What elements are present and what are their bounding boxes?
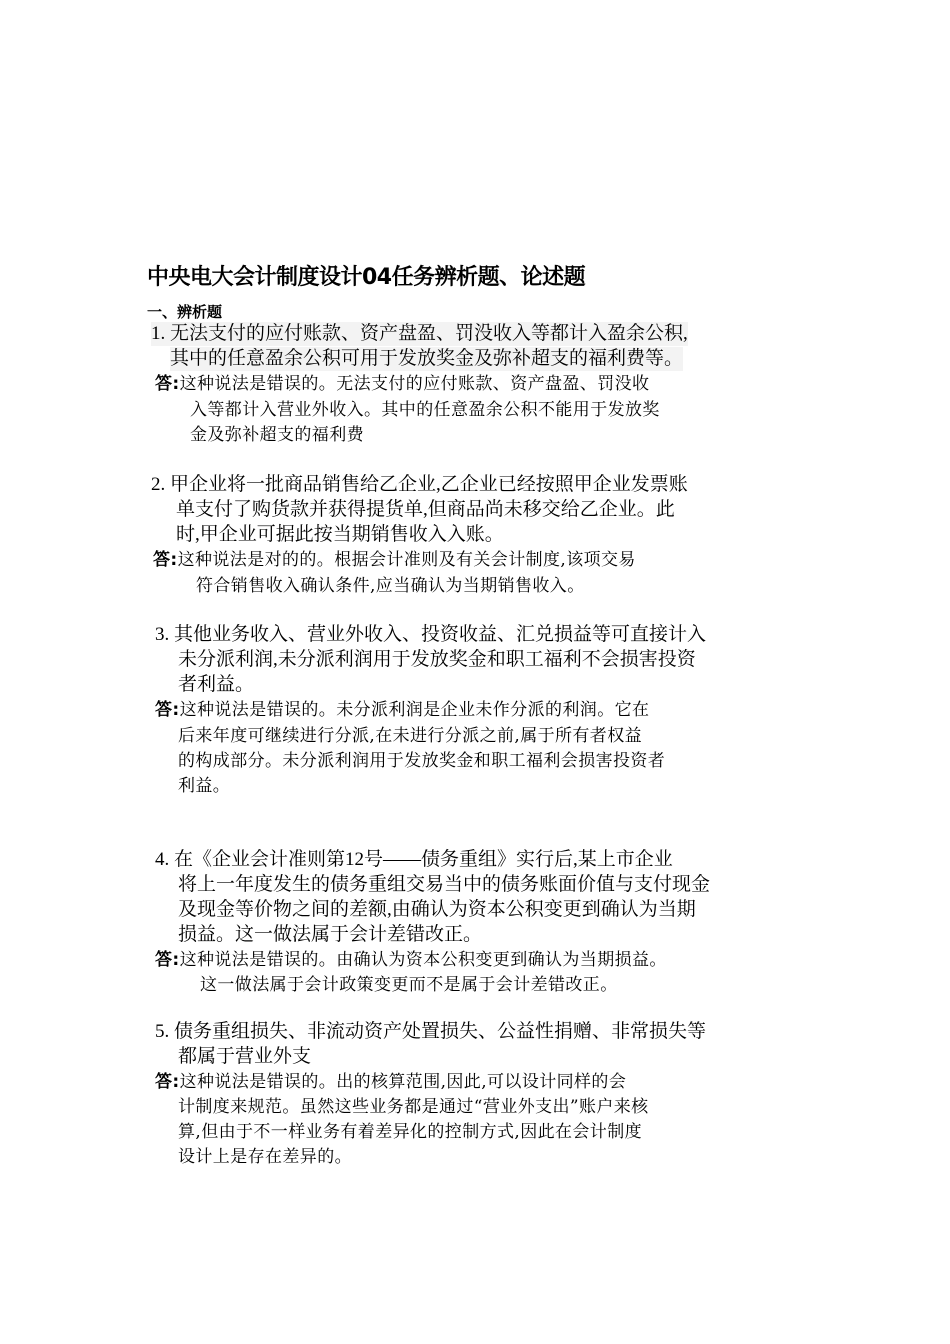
answer-line: 设计上是存在差异的。 (178, 1147, 352, 1167)
question-line: 将上一年度发生的债务重组交易当中的债务账面价值与支付现金 (178, 874, 711, 895)
answer-line (155, 698, 649, 722)
question-line: 4. 在《企业会计准则第12号——债务重组》实行后,某上市企业 (155, 849, 673, 870)
document-title: 中央电大会计制度设计04任务辨析题、论述题 (147, 265, 586, 290)
question-line: 2. 甲企业将一批商品销售给乙企业,乙企业已经按照甲企业发票账 (151, 474, 688, 495)
answer-line: 这一做法属于会计政策变更而不是属于会计差错改正。 (200, 975, 618, 995)
answer-label: 答: (155, 700, 180, 720)
answer-line: 符合销售收入确认条件,应当确认为当期销售收入。 (196, 576, 585, 596)
answer-line: 后来年度可继续进行分派,在未进行分派之前,属于所有者权益 (178, 726, 643, 746)
answer-text: 这种说法是错误的。无法支付的应付账款、资产盘盈、罚没收 (179, 374, 650, 394)
question-line: 其中的任意盈余公积可用于发放奖金及弥补超支的福利费等。 (170, 348, 684, 369)
answer-line: 的构成部分。未分派利润用于发放奖金和职工福利会损害投资者 (178, 751, 666, 771)
answer-line (155, 1070, 626, 1094)
question-line: 时,甲企业可据此按当期销售收入入账。 (176, 524, 504, 545)
question-line: 单支付了购货款并获得提货单,但商品尚未移交给乙企业。此 (176, 499, 675, 520)
answer-text: 这种说法是错误的。出的核算范围,因此,可以设计同样的会 (179, 1072, 627, 1092)
question-line: 者利益。 (178, 674, 255, 695)
section-heading: 一、辨析题 (147, 303, 223, 321)
question-line: 未分派利润,未分派利润用于发放奖金和职工福利不会损害投资 (178, 649, 696, 670)
answer-line: 计制度来规范。虽然这些业务都是通过“营业外支出”账户来核 (178, 1097, 649, 1117)
question-line: 及现金等价物之间的差额,由确认为资本公积变更到确认为当期 (178, 899, 696, 920)
answer-label: 答: (155, 374, 180, 394)
answer-line (155, 372, 649, 396)
answer-line: 利益。 (178, 776, 231, 796)
answer-text: 这种说法是错误的。未分派利润是企业未作分派的利润。它在 (179, 700, 650, 720)
answer-label: 答: (153, 550, 178, 570)
answer-line (155, 948, 667, 972)
answer-line: 算,但由于不一样业务有着差异化的控制方式,因此在会计制度 (178, 1122, 643, 1142)
answer-text: 这种说法是对的的。根据会计准则及有关会计制度,该项交易 (177, 550, 636, 570)
answer-label: 答: (155, 950, 180, 970)
answer-label: 答: (155, 1072, 180, 1092)
answer-line: 入等都计入营业外收入。其中的任意盈余公积不能用于发放奖 (190, 400, 660, 420)
question-line: 1. 无法支付的应付账款、资产盘盈、罚没收入等都计入盈余公积, (151, 323, 688, 344)
answer-line (153, 548, 636, 572)
question-line: 都属于营业外支 (178, 1046, 312, 1067)
answer-text: 这种说法是错误的。由确认为资本公积变更到确认为当期损益。 (179, 950, 667, 970)
question-line: 损益。这一做法属于会计差错改正。 (178, 924, 483, 945)
question-line: 3. 其他业务收入、营业外收入、投资收益、汇兑损益等可直接计入 (155, 624, 707, 645)
question-line: 5. 债务重组损失、非流动资产处置损失、公益性捐赠、非常损失等 (155, 1021, 707, 1042)
answer-line: 金及弥补超支的福利费 (190, 425, 364, 445)
